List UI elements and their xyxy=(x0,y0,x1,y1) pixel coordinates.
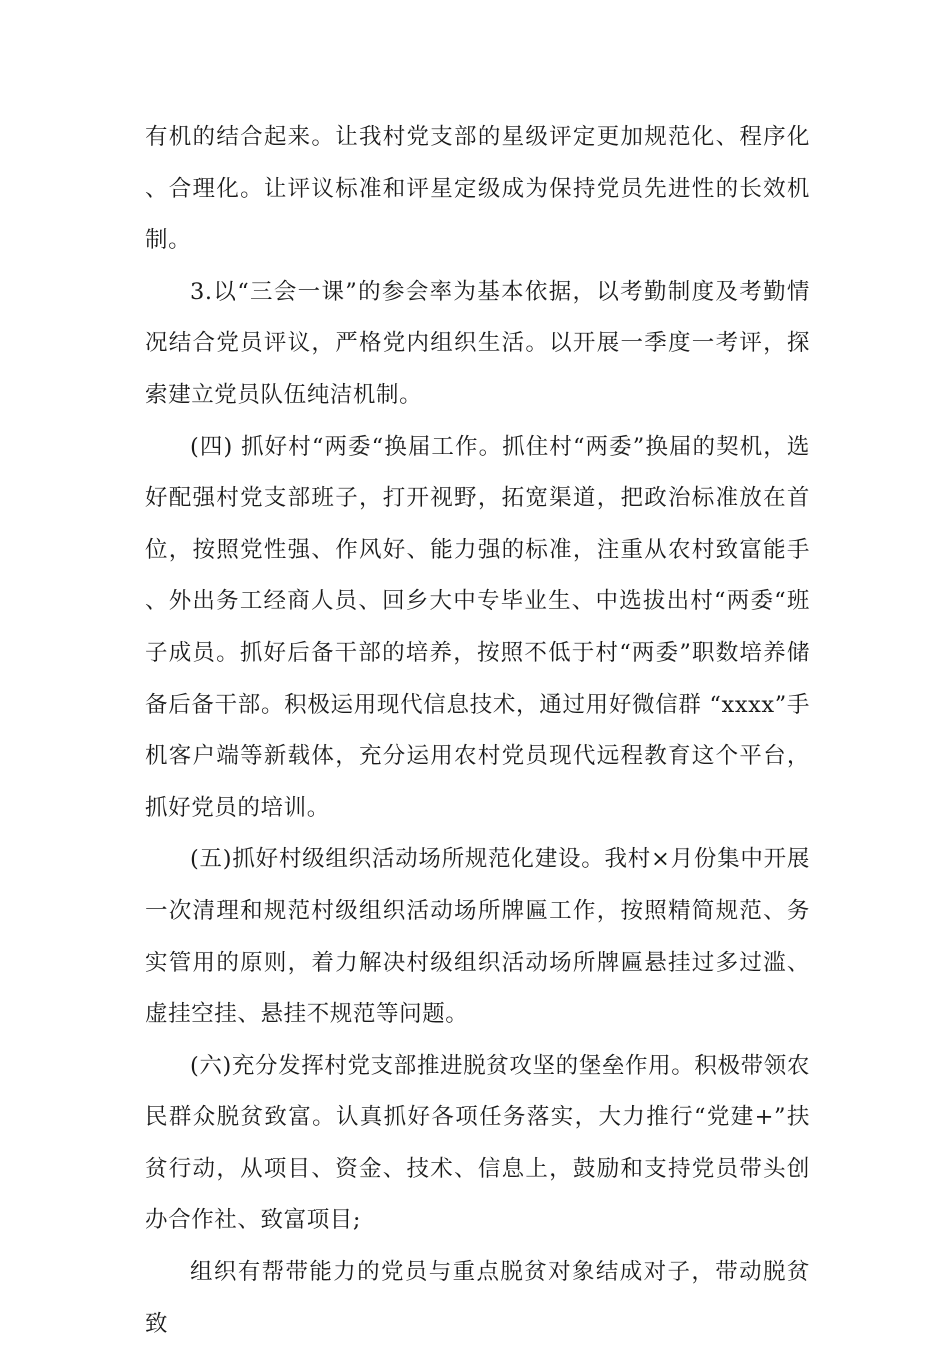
paragraph-3: (四) 抓好村“两委“换届工作。抓住村“两委”换届的契机，选好配强村党支部班子，打开视野，拓宽渠道，把政治标准放在首位，按照党性强、作风好、能力强的标准，注重从农村致富能手、外出务工经商人员、回乡大中专毕业生、中选拔出村“两委“班子成员。抓好后备干部的培养，按照不低于村“两委”职数培养储备后备干部。积极运用现代信息技术，通过用好微信群 “xxxx”手机客户端等新载体，充分运用农村党员现代远程教育这个平台，抓好党员的培训。 xyxy=(145,433,810,821)
document-body xyxy=(145,112,810,1350)
paragraph-5: (六)充分发挥村党支部推进脱贫攻坚的堡垒作用。积极带领农民群众脱贫致富。认真抓好各项任务落实，大力推行“党建+”扶贫行动，从项目、资金、技术、信息上，鼓励和支持党员带头创办合作社、致富项目; xyxy=(145,1052,810,1234)
paragraph-2: 3.以“三会一课”的参会率为基本依据，以考勤制度及考勤情况结合党员评议，严格党内组织生活。以开展一季度一考评，探索建立党员队伍纯洁机制。 xyxy=(145,278,810,408)
paragraph-6: 组织有帮带能力的党员与重点脱贫对象结成对子，带动脱贫致 xyxy=(145,1259,810,1337)
paragraph-4: (五)抓好村级组织活动场所规范化建设。我村×月份集中开展一次清理和规范村级组织活动场所牌匾工作，按照精简规范、务实管用的原则，着力解决村级组织活动场所牌匾悬挂过多过滥、虚挂空挂、悬挂不规范等问题。 xyxy=(145,846,810,1028)
paragraph-1: 有机的结合起来。让我村党支部的星级评定更加规范化、程序化、合理化。让评议标准和评星定级成为保持党员先进性的长效机制。 xyxy=(145,124,810,254)
